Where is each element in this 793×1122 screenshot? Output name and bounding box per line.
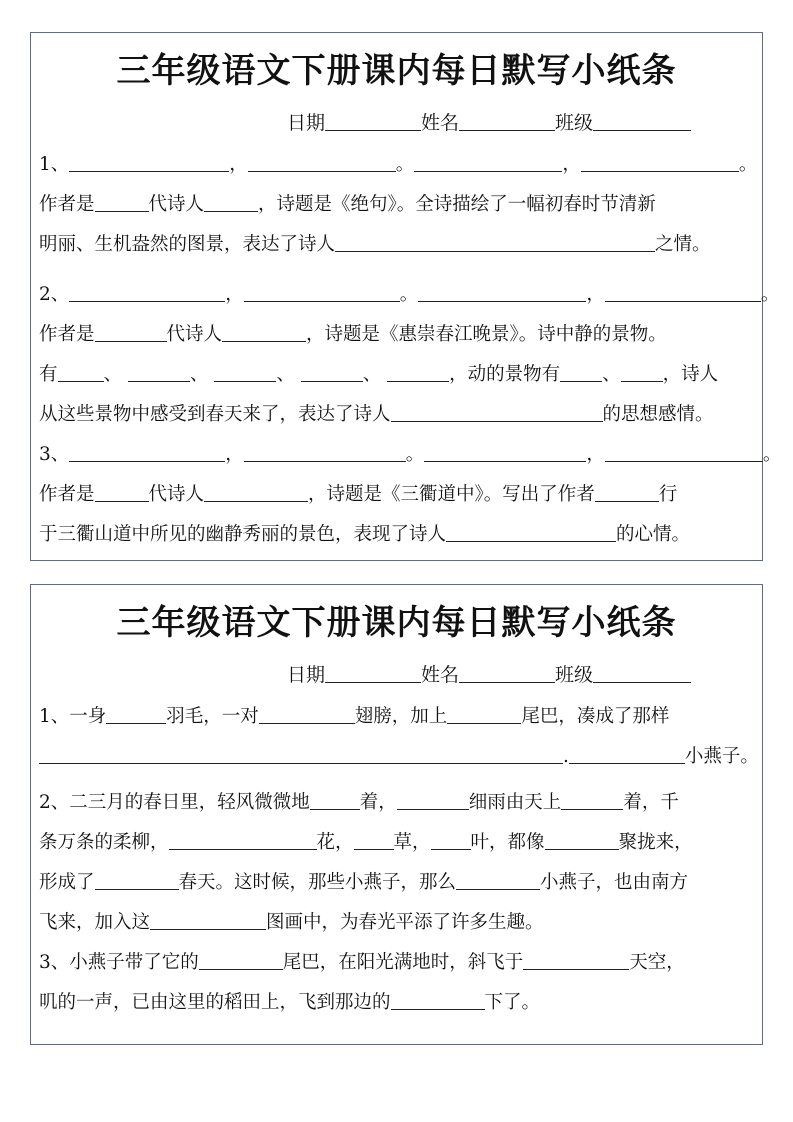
blank[interactable] [95, 191, 149, 212]
class-label: 班级 [555, 664, 594, 686]
date-label: 日期 [287, 664, 326, 686]
text: 花， [316, 832, 354, 853]
slip-title: 三年级语文下册课内每日默写小纸条 [116, 603, 677, 643]
text: 春天。这时候，那些小燕子，那么 [178, 872, 457, 893]
date-field[interactable] [325, 662, 421, 683]
text: 明丽、生机盎然的图景，表达了诗人 [39, 234, 336, 255]
blank[interactable] [621, 361, 663, 382]
text: 尾巴，在阳光满地时，斜飞于 [282, 952, 524, 973]
date-field[interactable] [325, 110, 421, 131]
blank[interactable] [199, 949, 283, 970]
blank[interactable] [560, 361, 602, 382]
text: 着，千 [623, 792, 679, 813]
text: 1、一身 [39, 706, 107, 727]
student-info-row [287, 109, 691, 137]
text: 尾巴，凑成了那样 [521, 706, 670, 727]
blank[interactable] [387, 361, 449, 382]
blank[interactable] [391, 401, 603, 422]
punct: ， [586, 444, 605, 465]
blank[interactable] [354, 829, 394, 850]
q3-author-line [39, 481, 758, 509]
punct: 。 [762, 444, 782, 465]
blank[interactable] [605, 441, 763, 462]
blank[interactable] [561, 789, 623, 810]
q2-author-line [39, 321, 758, 349]
question-number: 1、 [39, 154, 70, 175]
blank[interactable] [128, 361, 190, 382]
dictation-slip-1 [30, 32, 782, 561]
blank[interactable] [58, 361, 104, 382]
blank[interactable] [418, 281, 586, 302]
punct: 、 [103, 364, 123, 385]
text: 3、小燕子带了它的 [39, 952, 199, 973]
class-label: 班级 [555, 112, 594, 134]
q2-line-1 [39, 789, 758, 817]
text: ，动的景物有 [449, 364, 561, 385]
name-label: 姓名 [421, 112, 460, 134]
q1-poem-line [39, 151, 758, 179]
blank[interactable] [95, 869, 179, 890]
blank[interactable] [605, 281, 761, 302]
blank[interactable] [569, 743, 685, 764]
q2-line-3 [39, 869, 758, 897]
text: 小燕子，也由南方 [540, 872, 689, 893]
blank[interactable] [244, 441, 406, 462]
text: 代诗人 [148, 484, 205, 505]
blank[interactable] [595, 481, 659, 502]
punct: 。 [405, 444, 425, 465]
q1-line-1 [39, 703, 758, 731]
name-field[interactable] [459, 662, 555, 683]
q3-line-1 [39, 949, 758, 977]
blank[interactable] [391, 989, 485, 1010]
slip-title: 三年级语文下册课内每日默写小纸条 [116, 51, 677, 91]
blank[interactable] [431, 829, 471, 850]
text: 行 [658, 484, 678, 505]
text: ，诗题是《三衢道中》。写出了作者 [308, 484, 595, 505]
blank[interactable] [335, 231, 655, 252]
blank[interactable] [248, 151, 396, 172]
blank[interactable] [150, 909, 266, 930]
text: 2、二三月的春日里，轻风微微地 [39, 792, 310, 813]
punct: 、 [276, 364, 295, 385]
q3-poem-line [39, 441, 782, 469]
text: 的思想感情。 [602, 404, 714, 425]
punct: ， [562, 154, 581, 175]
q3-feeling-line [39, 521, 758, 549]
text: 于三衢山道中所见的幽静秀丽的景色，表现了诗人 [39, 524, 447, 545]
text: 天空， [629, 952, 685, 973]
q1-author-line [39, 191, 758, 219]
punct: 。 [395, 154, 415, 175]
punct: 、 [602, 364, 621, 385]
q3-line-2 [39, 989, 758, 1017]
text: 翅膀，加上 [354, 706, 448, 727]
punct: ， [229, 154, 248, 175]
q1-line-2 [39, 743, 758, 771]
blank[interactable] [39, 743, 563, 764]
punct: ， [586, 284, 605, 305]
blank[interactable] [447, 703, 521, 724]
blank[interactable] [69, 281, 225, 302]
blank[interactable] [214, 361, 276, 382]
blank[interactable] [222, 321, 306, 342]
text: ，诗题是《惠崇春江晚景》。诗中静的景物。 [306, 324, 667, 345]
text: 草， [393, 832, 431, 853]
text: 代诗人 [148, 194, 205, 215]
blank[interactable] [204, 191, 258, 212]
blank[interactable] [95, 321, 167, 342]
blank[interactable] [95, 481, 149, 502]
q2-poem-line [39, 281, 780, 309]
punct: 。 [738, 154, 758, 175]
text: 作者是 [39, 484, 95, 505]
dictation-slip-2 [30, 584, 763, 1045]
text: 条万条的柔柳， [39, 832, 169, 853]
name-label: 姓名 [421, 664, 460, 686]
blank[interactable] [446, 521, 616, 542]
text: 下了。 [484, 992, 541, 1013]
blank[interactable] [581, 151, 739, 172]
question-number: 2、 [39, 284, 70, 305]
blank[interactable] [310, 789, 360, 810]
date-label: 日期 [287, 112, 326, 134]
blank[interactable] [169, 829, 317, 850]
text: 有 [39, 364, 58, 385]
blank[interactable] [259, 703, 355, 724]
text: 羽毛，一对 [166, 706, 259, 727]
q2-scenery-line [39, 361, 758, 389]
text: 聚拢来， [618, 832, 693, 853]
text: 作者是 [39, 324, 95, 345]
text: 代诗人 [166, 324, 223, 345]
class-field[interactable] [593, 110, 691, 131]
text: 作者是 [39, 194, 95, 215]
text: 图画中，为春光平添了许多生趣。 [266, 912, 544, 933]
punct: 。 [399, 284, 419, 305]
blank[interactable] [69, 441, 225, 462]
q2-feeling-line [39, 401, 758, 429]
blank[interactable] [414, 151, 562, 172]
text: 飞来，加入这 [39, 912, 151, 933]
text: 之情。 [655, 234, 711, 255]
blank[interactable] [397, 789, 469, 810]
text: 小燕子。 [684, 746, 759, 767]
blank[interactable] [301, 361, 363, 382]
text: 形成了 [39, 872, 95, 893]
question-number: 3、 [39, 444, 70, 465]
punct: ， [225, 444, 244, 465]
name-field[interactable] [459, 110, 555, 131]
text: ，诗题是《绝句》。全诗描绘了一幅初春时节清新 [258, 194, 656, 215]
blank[interactable] [424, 441, 586, 462]
text: 叽的一声，已由这里的稻田上，飞到那边的 [39, 992, 391, 1013]
text: 细雨由天上 [468, 792, 562, 813]
blank[interactable] [523, 949, 629, 970]
blank[interactable] [106, 703, 166, 724]
blank[interactable] [456, 869, 540, 890]
blank[interactable] [204, 481, 308, 502]
text: 的心情。 [616, 524, 691, 545]
text: 叶，都像 [470, 832, 545, 853]
student-info-row [287, 661, 691, 689]
q2-line-4 [39, 909, 758, 937]
text: ，诗人 [662, 364, 719, 385]
text: 着， [359, 792, 397, 813]
blank[interactable] [545, 829, 619, 850]
punct: ， [225, 284, 244, 305]
punct: 。 [760, 284, 780, 305]
punct: 、 [362, 364, 382, 385]
q2-line-2 [39, 829, 758, 857]
blank[interactable] [69, 151, 229, 172]
punct: . [563, 746, 569, 767]
q1-feeling-line [39, 231, 758, 259]
text: 从这些景物中感受到春天来了，表达了诗人 [39, 404, 391, 425]
class-field[interactable] [593, 662, 691, 683]
punct: 、 [189, 364, 209, 385]
blank[interactable] [244, 281, 400, 302]
